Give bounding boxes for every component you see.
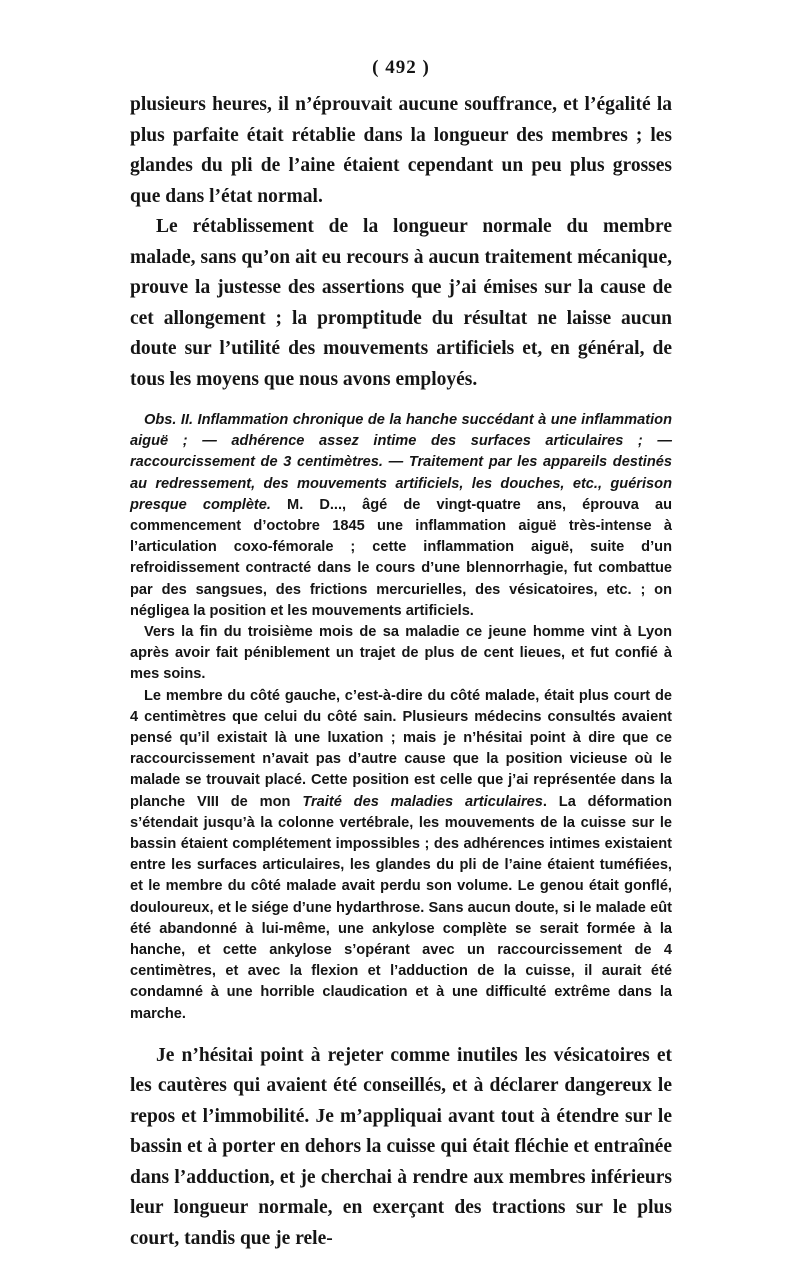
book-title-reference: Traité des maladies articulaires — [302, 793, 543, 810]
observation-paragraph-3-end: . La déformation s’étendait jusqu’à la colonne vertébrale, les mouvements de la cuisse sur le bassin étaient complétement impossibles ; des adhérences intimes existaient entre les surfaces articulaires, les glandes du pli de l’aine étaient tuméfiées, et le membre du côté malade avait perdu son volume. Le genou était gonflé, douloureux, et le siége d’une hydarthrose. Sans aucun doute, si le malade eût été abandonné à lui-même, une ankylose complète se serait formée à la hanche, et cette ankylose s’opérant avec un raccourcissement de 4 centimètres, et avec la flexion et l’adduction de la cuisse, il aurait été condamné à une horrible claudication et à une difficulté extrême dans la marche. — [130, 793, 672, 1022]
paragraph-treatment: Je n’hésitai point à rejeter comme inutiles les vésicatoires et les cautères qui avaient été conseillés, et à déclarer dangereux le repos et l’immobilité. Je m’appliquai avant tout à étendre sur le bassin et à porter en dehors la cuisse qui était fléchie et entraînée dans l’adduction, et je cherchai à rendre aux membres inférieurs leur longueur normale, en exerçant des tractions sur le plus court, tandis que je rele- — [130, 1044, 672, 1249]
observation-paragraph-3-start: Le membre du côté gauche, c’est-à-dire du côté malade, était plus court de 4 centimètres que celui du côté sain. Plusieurs médecins consultés avaient pensé qu’il existait là une luxation ; mais je n’hésitai point à dire que ce raccourcissement n’avait pas d’autre cause que la position vicieuse où le malade se trouvait placé. Cette position est celle que j’ai représentée dans la planche VIII de mon — [130, 687, 672, 810]
observation-intro-paragraph — [130, 410, 672, 622]
book-page — [130, 56, 672, 1254]
observation-intro-text: M. D..., âgé de vingt-quatre ans, éprouva au commencement d’octobre 1845 une inflammation aiguë très-intense à l’articulation coxo-fémorale ; cette inflammation aiguë, suite d’un refroidissement contracté dans le cours d’une blennorrhagie, fut combattue par des sangsues, des frictions mercurielles, des vésicatoires, etc. ; on négligea la position et les mouvements artificiels. — [130, 496, 672, 619]
paragraph-conclusion: Le rétablissement de la longueur normale du membre malade, sans qu’on ait eu recours à aucun traitement mécanique, prouve la justesse des assertions que j’ai émises sur la cause de cet allongement ; la promptitude du résultat ne laisse aucun doute sur l’utilité des mouvements artificiels et, en général, de tous les moyens que nous avons employés. — [130, 216, 672, 390]
observation-paragraph-2: Vers la fin du troisième mois de sa maladie ce jeune homme vint à Lyon après avoir fait péniblement un trajet de plus de cent lieues, et fut confié à mes soins. — [130, 624, 672, 683]
observation-paragraph-3 — [130, 686, 672, 1025]
paragraph-continuation: plusieurs heures, il n’éprouvait aucune souffrance, et l’égalité la plus parfaite était rétablie dans la longueur des membres ; les glandes du pli de l’aine étaient cependant un peu plus grosses que dans l’état normal. — [130, 94, 672, 207]
observation-block — [130, 410, 672, 1025]
page-number: ( 492 ) — [372, 57, 430, 78]
observation-heading: Obs. II. Inflammation chronique de la hanche succédant à une inflammation aiguë ; — adhérence assez intime des surfaces articulaires ; — raccourcissement de 3 centimètres. — Traitement par les appareils destinés au redressement, des mouvements artificiels, les douches, etc., guérison presque complète. — [130, 412, 672, 513]
